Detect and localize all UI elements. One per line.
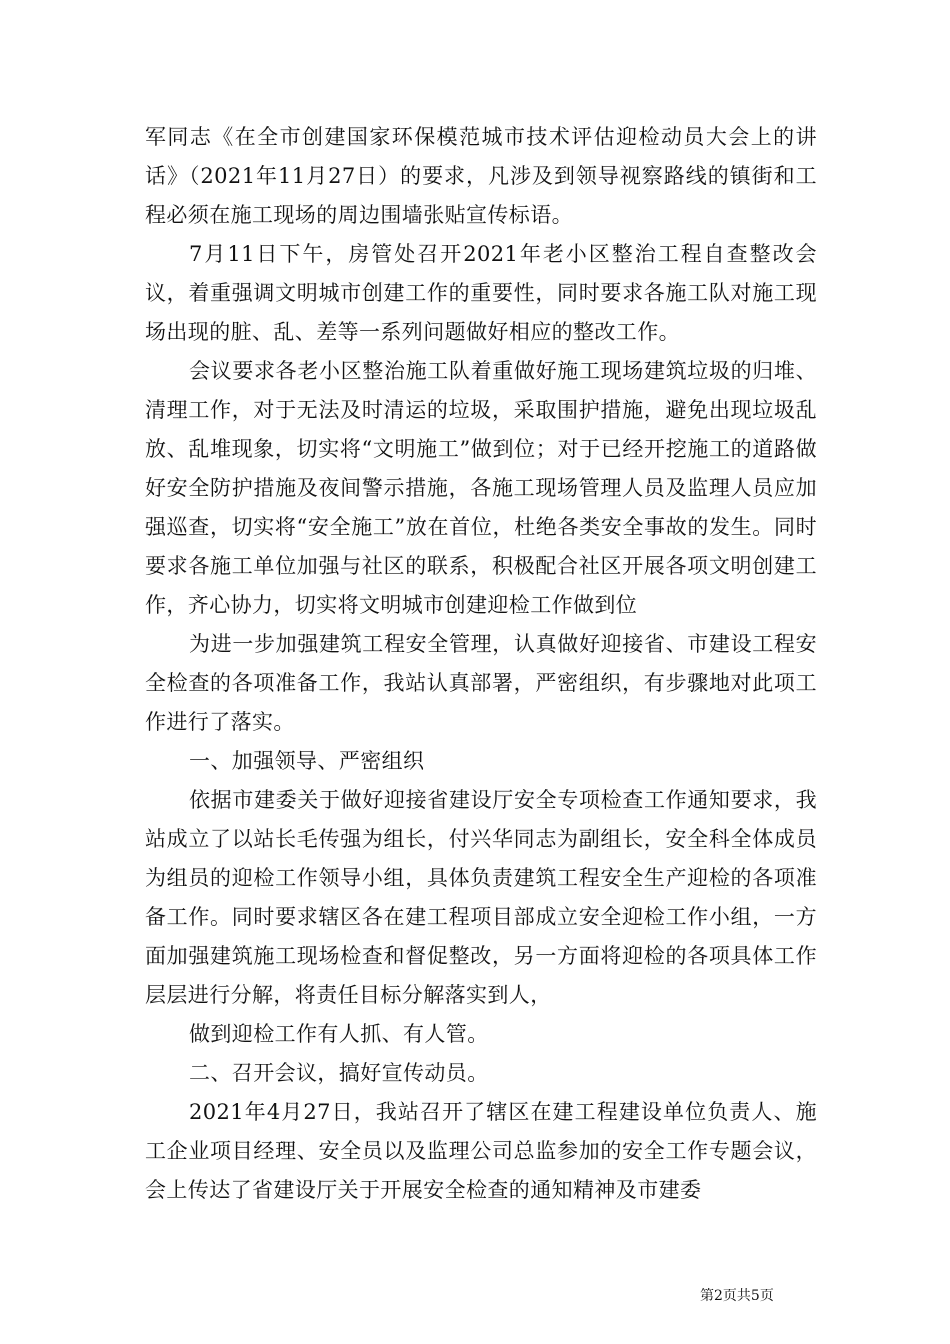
paragraph-safety-management: 为进一步加强建筑工程安全管理，认真做好迎接省、市建设工程安全检查的各项准备工作，我站认真部署，严密组织，有步骤地对此项工作进行了落实。 <box>145 632 817 734</box>
page-number: 第2页共5页 <box>700 1288 774 1304</box>
section-heading-leadership: 一、加强领导、严密组织 <box>189 749 425 773</box>
section-heading-meeting: 二、召开会议，搞好宣传动员。 <box>189 1061 489 1085</box>
paragraph-leadership-group: 依据市建委关于做好迎接省建设厅安全专项检查工作通知要求，我站成立了以站长毛传强为组长，付兴华同志为副组长，安全科全体成员为组员的迎检工作领导小组，具体负责建筑工程安全生产迎检的各项准备工作。同时要求辖区各在建工程项目部成立安全迎检工作小组，一方面加强建筑施工现场检查和督促整改，另一方面将迎检的各项具体工作层层进行分解，将责任目标分解落实到人， <box>145 788 817 1007</box>
paragraph-continuation: 军同志《在全市创建国家环保模范城市技术评估迎检动员大会上的讲话》（2021年11月27日）的要求，凡涉及到领导视察路线的镇街和工程必须在施工现场的周边围墙张贴宣传标语。 <box>145 125 817 227</box>
paragraph-april-meeting: 2021年4月27日，我站召开了辖区在建工程建设单位负责人、施工企业项目经理、安全员以及监理公司总监参加的安全工作专题会议，会上传达了省建设厅关于开展安全检查的通知精神及市建委 <box>145 1100 817 1202</box>
paragraph-meeting-requirements: 会议要求各老小区整治施工队着重做好施工现场建筑垃圾的归堆、清理工作，对于无法及时清运的垃圾，采取围护措施，避免出现垃圾乱放、乱堆现象，切实将“文明施工”做到位；对于已经开挖施工的道路做好安全防护措施及夜间警示措施，各施工现场管理人员及监理人员应加强巡查，切实将“安全施工”放在首位，杜绝各类安全事故的发生。同时要求各施工单位加强与社区的联系，积极配合社区开展各项文明创建工作，齐心协力，切实将文明城市创建迎检工作做到位 <box>145 359 817 617</box>
paragraph-responsibility: 做到迎检工作有人抓、有人管。 <box>189 1022 489 1046</box>
document-body <box>145 118 817 1210</box>
paragraph-renovation-meeting: 7月11日下午，房管处召开2021年老小区整治工程自查整改会议，着重强调文明城市创建工作的重要性，同时要求各施工队对施工现场出现的脏、乱、差等一系列问题做好相应的整改工作。 <box>145 242 817 344</box>
